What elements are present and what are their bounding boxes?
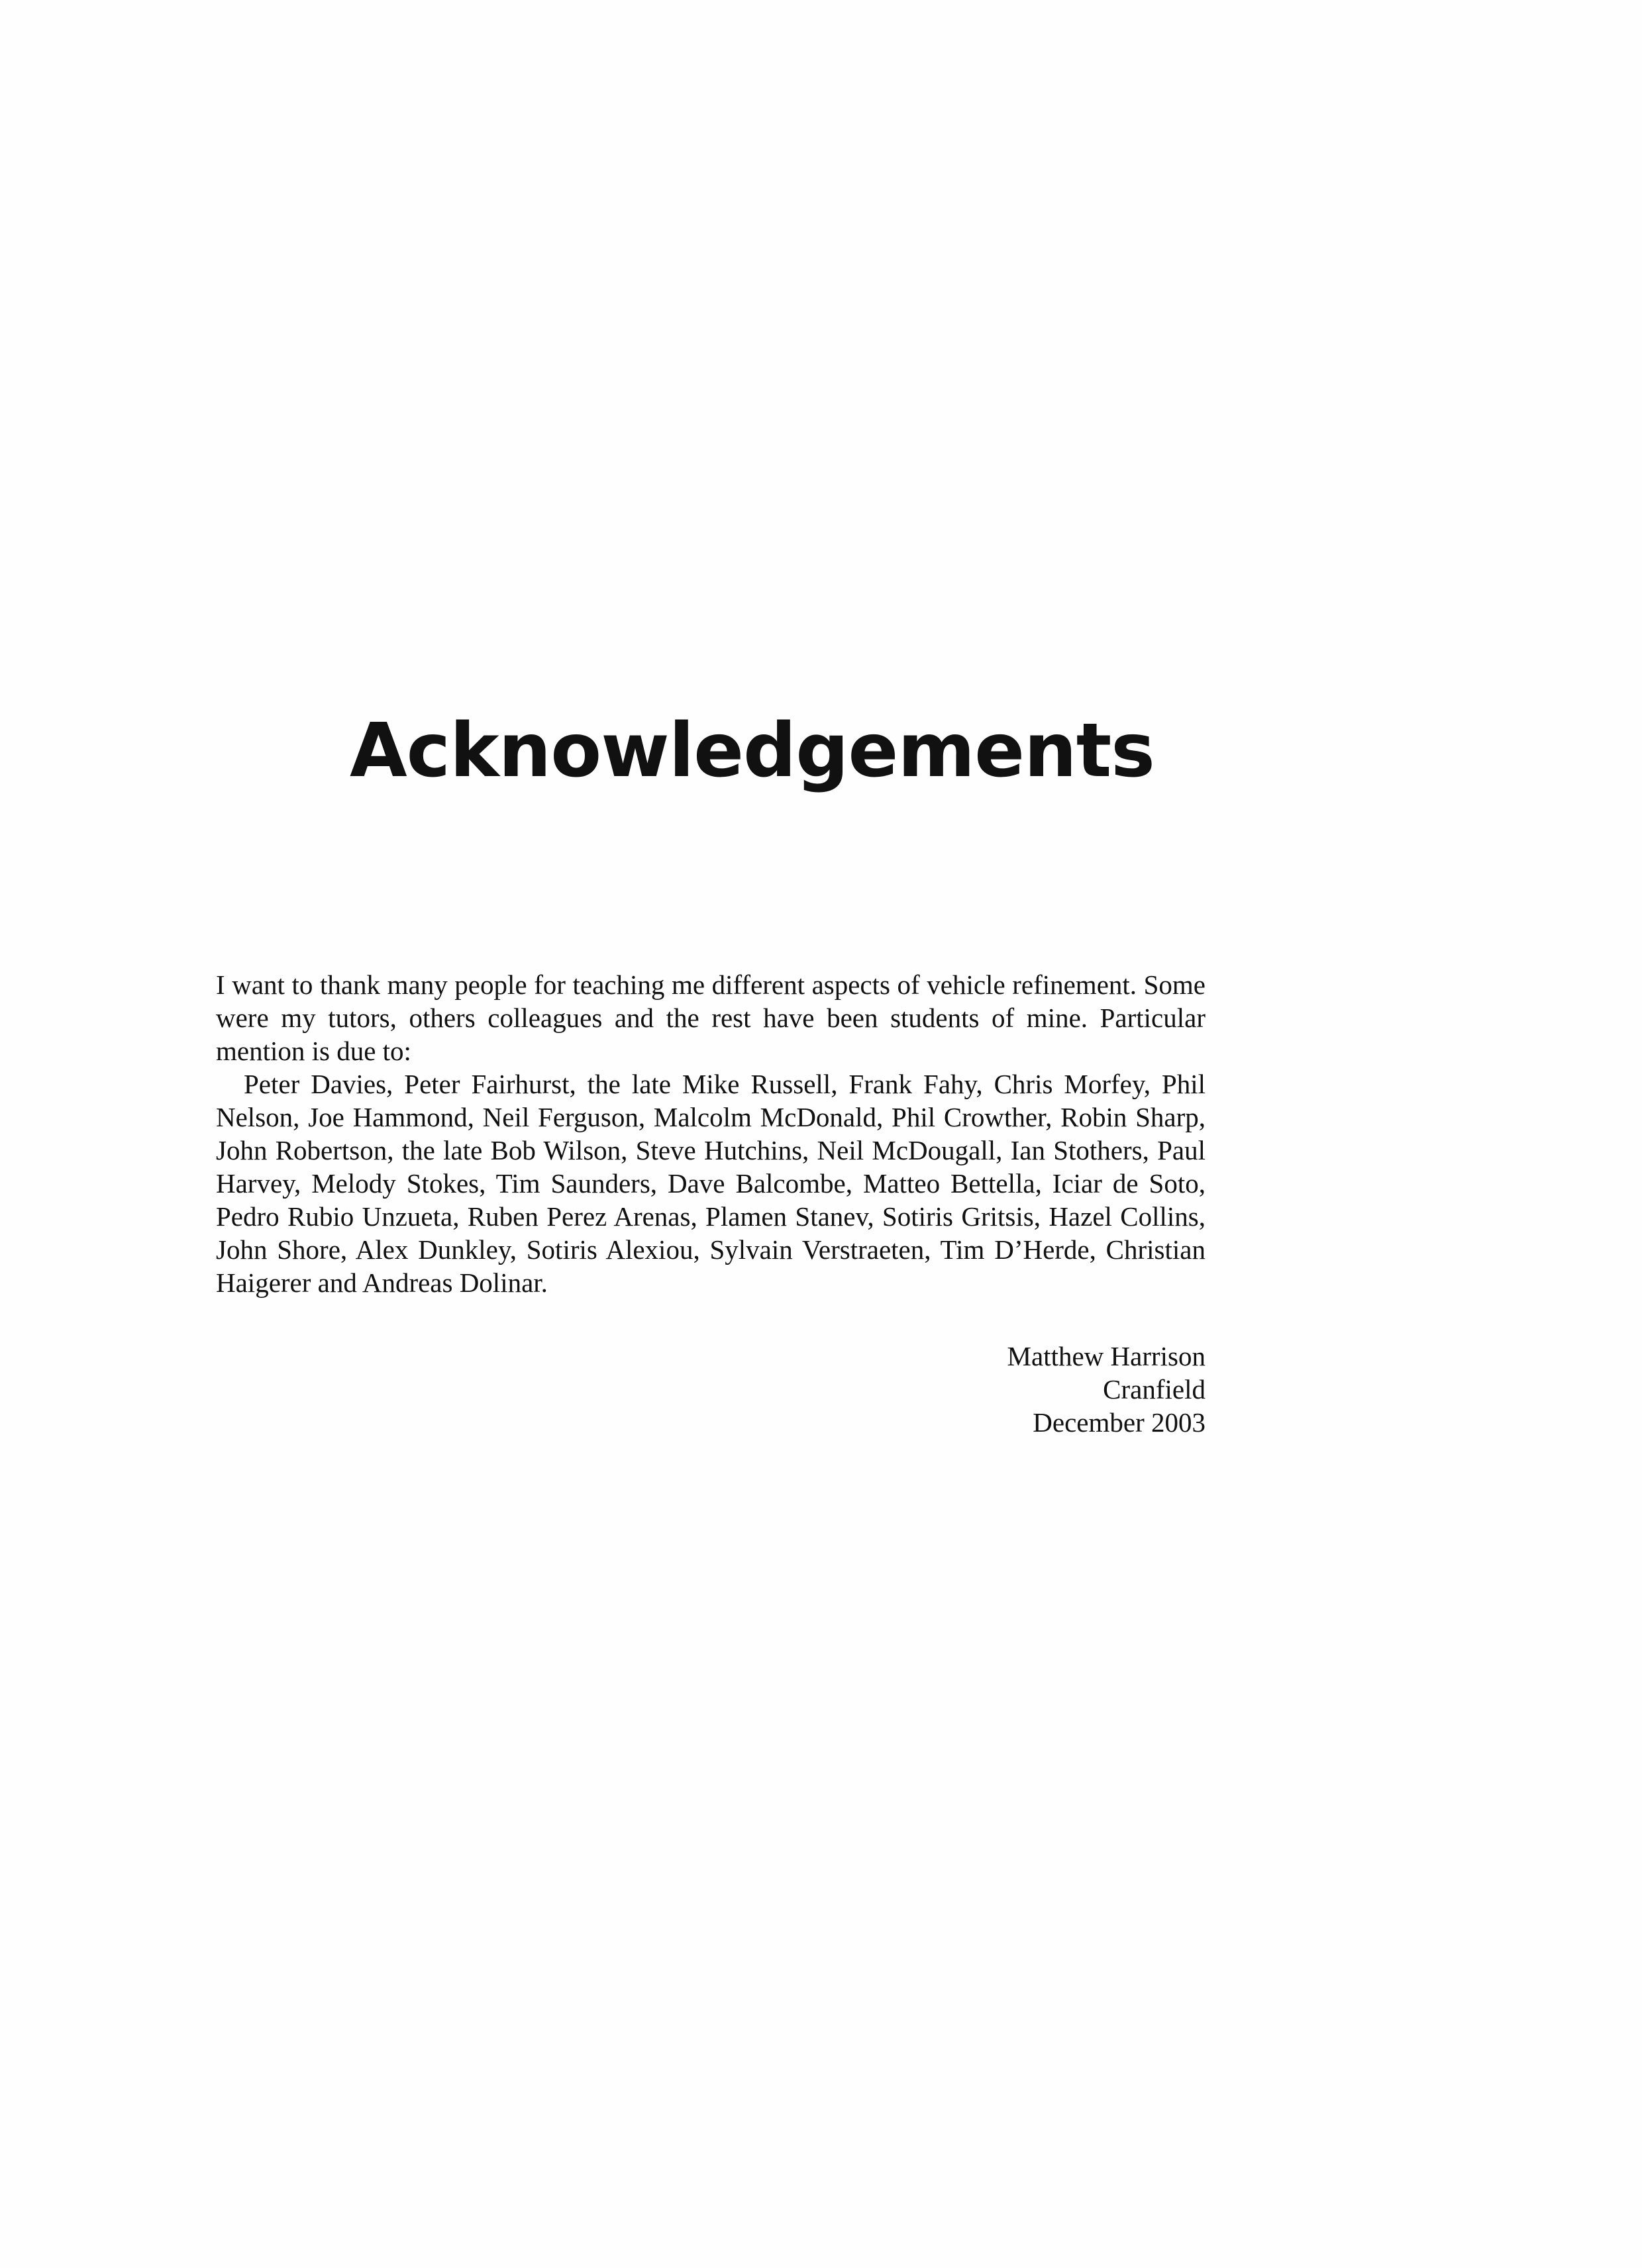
intro-paragraph: I want to thank many people for teaching me different aspects of vehicle refinement. Some were my tutors, others colleagues and the rest have been students of mine. Particular mention is due to: [216, 969, 1206, 1066]
signature-block [861, 1340, 1206, 1439]
author-place: Cranfield [1103, 1374, 1206, 1405]
author-name: Matthew Harrison [1007, 1341, 1206, 1371]
names-paragraph: Peter Davies, Peter Fairhurst, the late Mike Russell, Frank Fahy, Chris Morfey, Phil Nelson, Joe Hammond, Neil Ferguson, Malcolm McDonald, Phil Crowther, Robin Sharp, John Robertson, the late Bob Wilson, Steve Hutchins, Neil McDougall, Ian Stothers, Paul Harvey, Melody Stokes, Tim Saunders, Dave Balcombe, Matteo Bettella, Iciar de Soto, Pedro Rubio Unzueta, Ruben Perez Arenas, Plamen Stanev, Sotiris Gritsis, Hazel Collins, John Shore, Alex Dunkley, Sotiris Alexiou, Sylvain Verstraeten, Tim D’Herde, Christian Haigerer and Andreas Dolinar. [216, 1069, 1206, 1298]
author-date: December 2003 [1033, 1407, 1206, 1438]
acknowledgements-body [216, 968, 1206, 1299]
page-title: Acknowledgements [350, 708, 1155, 794]
